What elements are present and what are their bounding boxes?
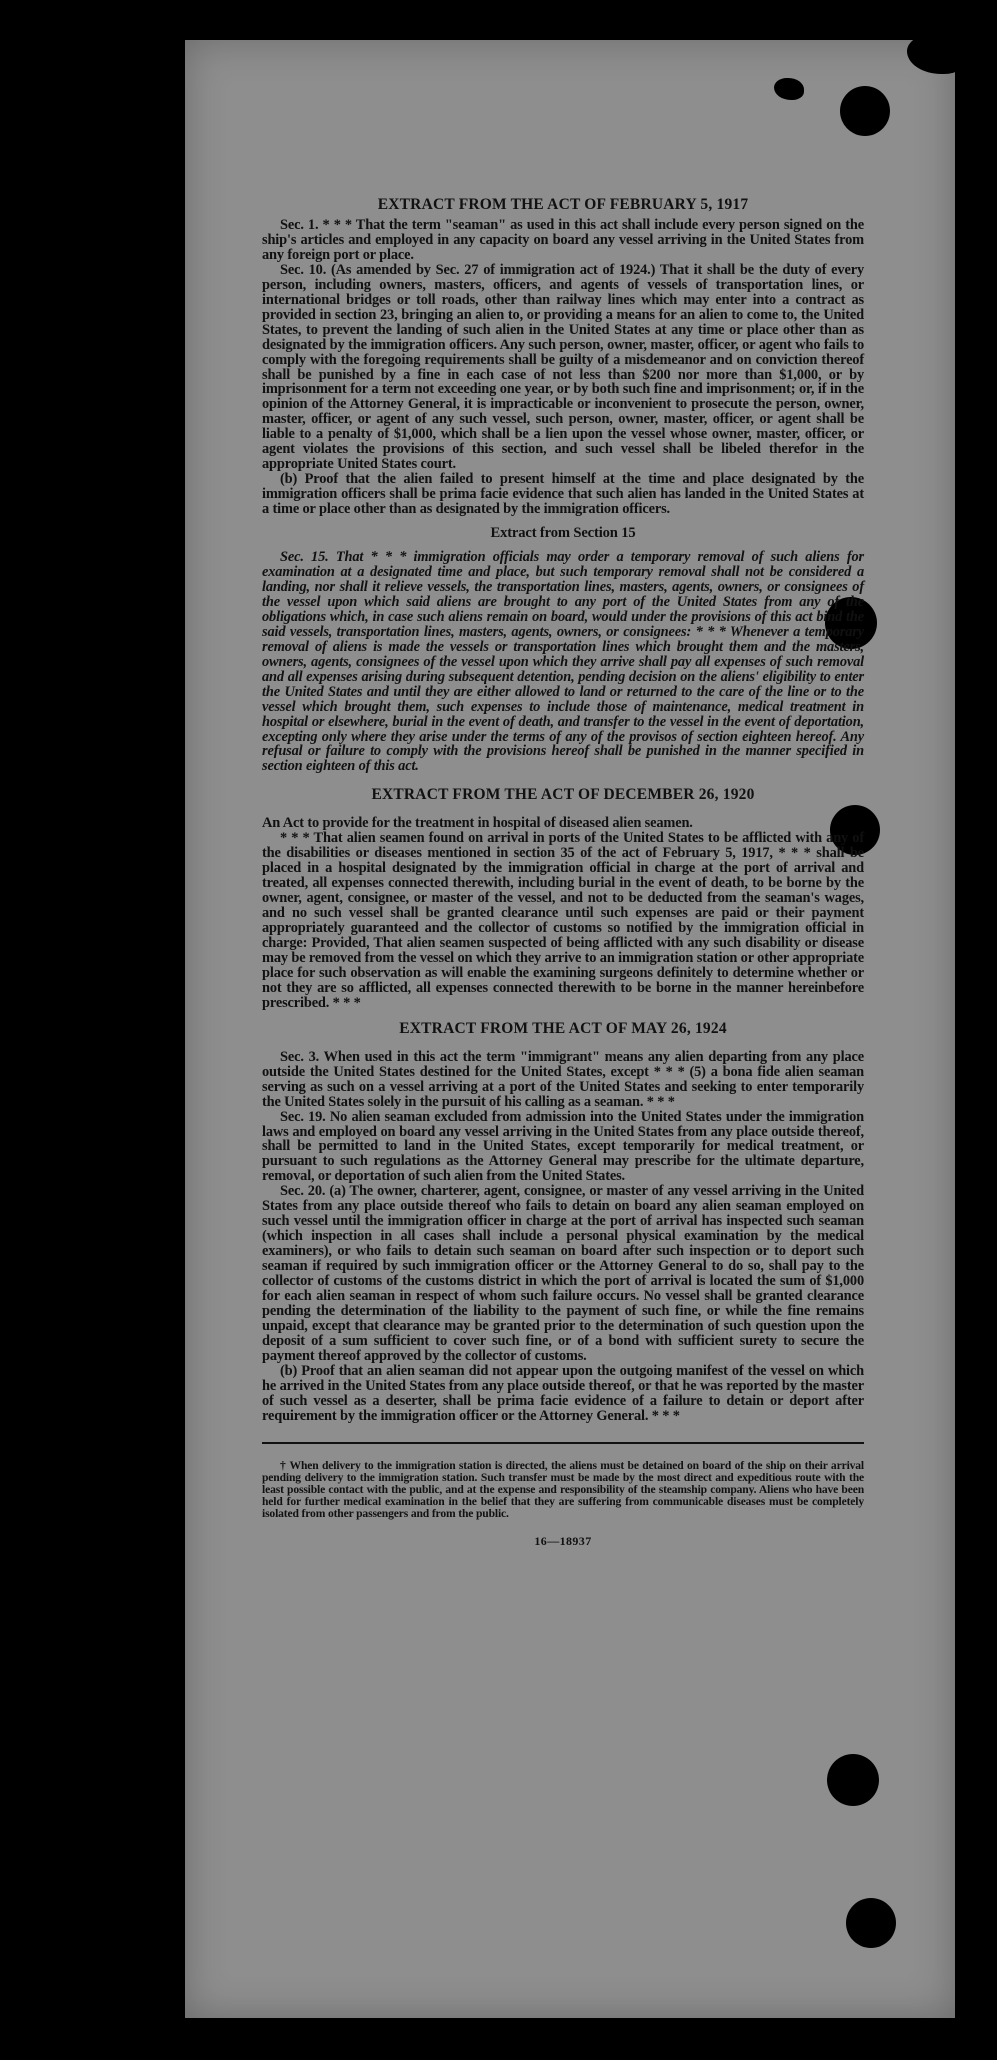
paragraph-act-1920-intro: An Act to provide for the treatment in hospital of diseased alien seamen. xyxy=(262,815,693,832)
paragraph-sec-10: Sec. 10. (As amended by Sec. 27 of immigration act of 1924.) That it shall be the duty of every person, including owners, masters, officers, and agents of vessels of transportation lines, or international bridges or toll roads, other than railway lines which may enter into a contract as provided in section 23, bringing an alien to, or providing a means for an alien to come to, the United States, to prevent the landing of such alien in the United States at any time or place other than as designated by the immigration officers. Any such person, owner, master, officer, or agent who fails to comply with the foregoing requirements shall be guilty of a misdemeanor and on conviction thereof shall be punished by a fine in each case of not less than $200 nor more than $1,000, or by imprisonment for a term not exceeding one year, or by both such fine and imprisonment; or, if in the opinion of the Attorney General, it is impracticable or inconvenient to prosecute the person, owner, master, officer, or agent of any such vessel, such person, owner, master, officer, or agent shall be liable to a penalty of $1,000, which shall be a lien upon the vessel whose owner, master, officer, or agent violates the provisions of this section, and such vessel shall be libeled therefor in the appropriate United States court. xyxy=(262,261,864,473)
footnote: † When delivery to the immigration station is directed, the aliens must be detained on board of the ship on their arrival pending delivery to the immigration station. Such transfer must be made by the most direct and expeditious route with the least possible contact with the public, and at the expense and responsibility of the steamship company. Aliens who have been held for further medical examination in the belief that they are suffering from communicable diseases must be completely isolated from other passengers and from the public. xyxy=(262,1458,864,1520)
paragraph-sec-1: Sec. 1. * * * That the term "seaman" as used in this act shall include every person signed on the ship's articles and employed in any capacity on board any vessel arriving in the United States from any foreign port or place. xyxy=(262,217,864,263)
page-number: 16—18937 xyxy=(534,1534,592,1549)
heading-act-1924: EXTRACT FROM THE ACT OF MAY 26, 1924 xyxy=(399,1019,727,1037)
paragraph-sec-3: Sec. 3. When used in this act the term "immigrant" means any alien departing from any place outside the United States destined for the United States, except * * * (5) a bona fide alien seaman serving as such on a vessel arriving at a port of the United States and seeking to enter temporarily the United States solely in the pursuit of his calling as a seaman. * * * xyxy=(262,1048,864,1110)
paragraph-sec-15: Sec. 15. That * * * immigration officials may order a temporary removal of such aliens for examination at a designated time and place, but such temporary removal shall not be considered a landing, nor shall it relieve vessels, the transportation lines, masters, agents, owners, or consignees of the vessel upon which said aliens are brought to any port of the United States from any of the obligations which, in case such aliens remain on board, would under the provisions of this act bind the said vessels, transportation lines, masters, agents, owners, or consignees: * * * Whenever a temporary removal of aliens is made the vessels or transportation lines which brought them and the masters, owners, agents, consignees of the vessel upon which they arrive shall pay all expenses of such removal and all expenses arising during subsequent detention, pending decision on the aliens' eligibility to enter the United States and until they are either allowed to land or returned to the care of the line or to the vessel which brought them, such expenses to include those of maintenance, medical treatment in hospital or elsewhere, burial in the event of death, and transfer to the vessel in the event of deportation, excepting only where they arise under the terms of any of the provisos of section eighteen hereof. Any refusal or failure to comply with the provisions hereof shall be punished in the manner specified in section eighteen of this act. xyxy=(262,549,864,775)
punch-hole xyxy=(846,1898,896,1948)
heading-act-1917: EXTRACT FROM THE ACT OF FEBRUARY 5, 1917 xyxy=(377,196,749,213)
paragraph-sec-10b: (b) Proof that the alien failed to present himself at the time and place designated by the immigration officers shall be prima facie evidence that such alien has landed in the United States at a time or place other than as designated by the immigration officers. xyxy=(262,471,864,518)
paragraph-sec-19: Sec. 19. No alien seaman excluded from admission into the United States under the immigration laws and employed on board any vessel arriving in the United States from any place outside thereof, shall be permitted to land in the United States, except temporarily for medical treatment, or pursuant to such regulations as the Attorney General may prescribe for the ultimate departure, removal, or deportation of such alien from the United States. xyxy=(262,1108,864,1185)
heading-section-15: Extract from Section 15 xyxy=(490,525,636,542)
torn-corner xyxy=(907,40,955,74)
footnote-divider xyxy=(262,1442,864,1444)
paragraph-act-1920-body: * * * That alien seamen found on arrival in ports of the United States to be afflicted with any of the disabilities or diseases mentioned in section 35 of the act of February 5, 1917, * * * shall be placed in a hospital designated by the immigration official in charge at the port of arrival and treated, all expenses connected therewith, including burial in the event of death, to be borne by the owner, agent, consignee, or master of the vessel, and not to be deducted from the seaman's wages, and no such vessel shall be granted clearance until such expenses are paid or their payment appropriately guaranteed and the collector of customs so notified by the immigration official in charge: Provided, That alien seamen suspected of being afflicted with any such disability or disease may be removed from the vessel on which they arrive to an immigration station or other appropriate place for such observation as will enable the examining surgeons definitely to determine whether or not they are so afflicted, all expenses connected therewith to be borne in the manner hereinbefore prescribed. * * * xyxy=(262,830,864,1011)
document-page xyxy=(185,40,955,2018)
paragraph-sec-20b: (b) Proof that an alien seaman did not appear upon the outgoing manifest of the vessel on which he arrived in the United States from any place outside thereof, or that he was reported by the master of such vessel as a deserter, shall be prima facie evidence of a failure to detain or deport after requirement by the immigration officer or the Attorney General. * * * xyxy=(262,1362,864,1424)
punch-hole xyxy=(840,86,890,136)
heading-act-1920: EXTRACT FROM THE ACT OF DECEMBER 26, 1920 xyxy=(371,786,755,804)
document-text xyxy=(262,196,864,1549)
paragraph-sec-20a: Sec. 20. (a) The owner, charterer, agent, consignee, or master of any vessel arriving in the United States from any place outside thereof who fails to detain on board any alien seaman employed on such vessel until the immigration officer in charge at the port of arrival has inspected such seaman (which inspection in all cases shall include a personal physical examination by the medical examiners), or who fails to detain such seaman on board after such inspection or to deport such seaman if required by such immigration officer or the Attorney General to do so, shall pay to the collector of customs of the customs district in which the port of arrival is located the sum of $1,000 for each alien seaman in respect of whom such failure occurs. No vessel shall be granted clearance pending the determination of the liability to the payment of such fine, or while the fine remains unpaid, except that clearance may be granted prior to the determination of such question upon the deposit of a sum sufficient to cover such fine, or of a bond with sufficient surety to secure the payment thereof approved by the collector of customs. xyxy=(262,1183,864,1364)
punch-hole xyxy=(827,1754,879,1806)
torn-spot xyxy=(774,78,804,100)
